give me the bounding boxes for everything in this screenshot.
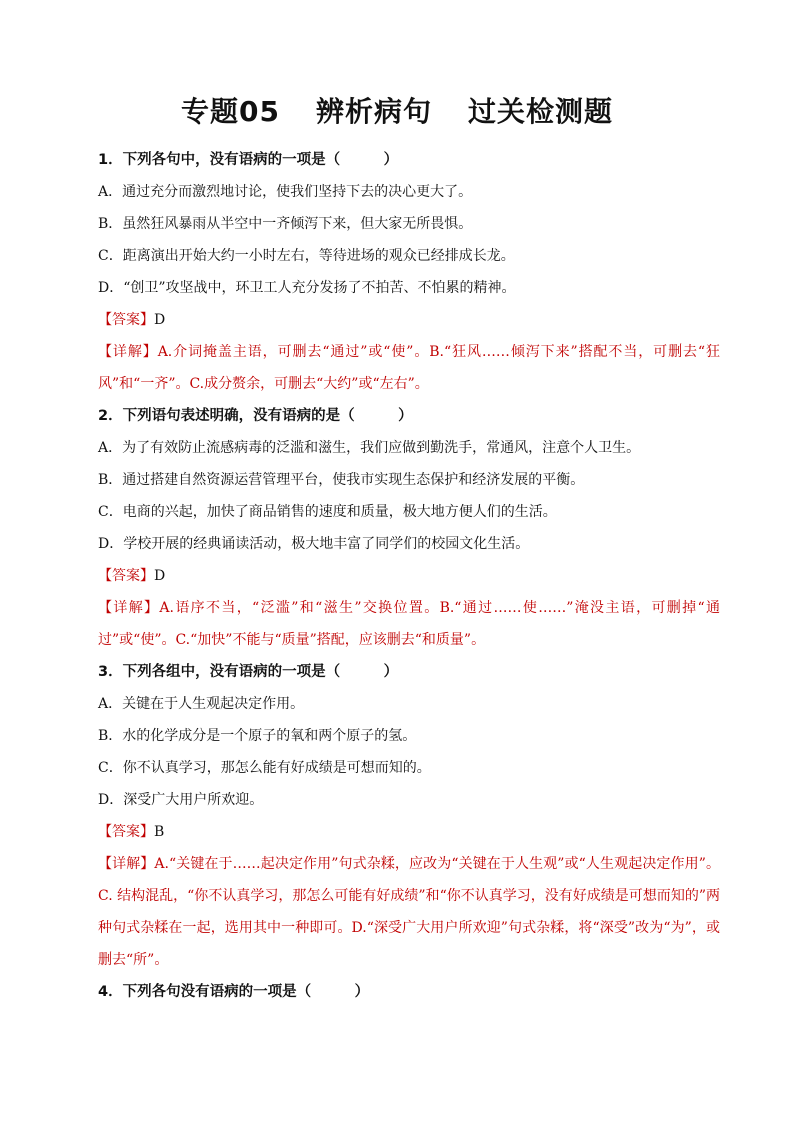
- answer-line: [98, 310, 720, 330]
- title-topic-number: 专题05: [181, 95, 280, 128]
- option-a: A．为了有效防止流感病毒的泛滥和滋生，我们应做到勤洗手，常通风，注意个人卫生。: [98, 440, 641, 456]
- question-stem: 4．下列各句没有语病的一项是（ ）: [98, 984, 370, 1000]
- option-d: D．“创卫”攻坚战中，环卫工人充分发扬了不拍苦、不怕累的精神。: [98, 280, 516, 296]
- question-list: [98, 150, 720, 1014]
- detail-tag: 【详解】: [98, 600, 160, 616]
- answer-tag: 【答案】: [98, 312, 154, 328]
- detail-text: A.介词掩盖主语，可删去“通过”或“使”。B.“狂风……倾泻下来”搭配不当，可删去“狂风”和“一齐”。C.成分赘余，可删去“大约”或“左右”。: [98, 344, 721, 392]
- detail-tag: 【详解】: [98, 856, 155, 872]
- option-d: D．学校开展的经典诵读活动，极大地丰富了同学们的校园文化生活。: [98, 536, 530, 552]
- answer-value: D: [154, 568, 166, 584]
- option-a: A．通过充分而激烈地讨论，使我们坚持下去的决心更大了。: [98, 184, 473, 200]
- answer-value: B: [154, 824, 165, 840]
- question-stem: 3．下列各组中，没有语病的一项是（ ）: [98, 664, 399, 680]
- detail-paragraph: [98, 336, 720, 400]
- detail-paragraph: [98, 848, 720, 976]
- question-stem: 2．下列语句表述明确，没有语病的是（ ）: [98, 408, 413, 424]
- option-d: D．深受广大用户所欢迎。: [98, 792, 264, 808]
- answer-line: [98, 822, 720, 842]
- option-b: B．水的化学成分是一个原子的氧和两个原子的氢。: [98, 728, 417, 744]
- answer-value: D: [154, 312, 166, 328]
- page-title: [0, 92, 794, 132]
- option-c: C．距离演出开始大约一小时左右，等待进场的观众已经排成长龙。: [98, 248, 515, 264]
- detail-text: A.“关键在于……起决定作用”句式杂糅，应改为“关键在于人生观”或“人生观起决定作用”。C. 结构混乱，“你不认真学习，那怎么可能有好成绩”和“你不认真学习，没有好成绩是可想而知的”两种句式杂糅在一起，选用其中一种即可。D.“深受广大用户所欢迎”句式杂糅，将“深受”改为“为”，或删去“所”。: [98, 856, 721, 968]
- option-c: C．电商的兴起，加快了商品销售的速度和质量，极大地方便人们的生活。: [98, 504, 557, 520]
- question-stem: 1．下列各句中，没有语病的一项是（ ）: [98, 152, 399, 168]
- detail-text: A.语序不当，“泛滥”和“滋生”交换位置。B.“通过……使……”淹没主语，可删掉“通过”或“使”。C.“加快”不能与“质量”搭配，应该删去“和质量”。: [98, 600, 721, 648]
- detail-paragraph: [98, 592, 720, 656]
- option-b: B．虽然狂风暴雨从半空中一齐倾泻下来，但大家无所畏惧。: [98, 216, 473, 232]
- question-4: [98, 982, 720, 1002]
- question-1: [98, 150, 720, 400]
- answer-line: [98, 566, 720, 586]
- question-2: [98, 406, 720, 656]
- option-b: B．通过搭建自然资源运营管理平台，使我市实现生态保护和经济发展的平衡。: [98, 472, 585, 488]
- option-a: A．关键在于人生观起决定作用。: [98, 696, 305, 712]
- title-topic-name: 辨析病句: [315, 95, 432, 128]
- option-c: C．你不认真学习，那怎么能有好成绩是可想而知的。: [98, 760, 431, 776]
- detail-tag: 【详解】: [98, 344, 158, 360]
- answer-tag: 【答案】: [98, 568, 154, 584]
- title-test-name: 过关检测题: [467, 95, 613, 128]
- answer-tag: 【答案】: [98, 824, 154, 840]
- question-3: [98, 662, 720, 976]
